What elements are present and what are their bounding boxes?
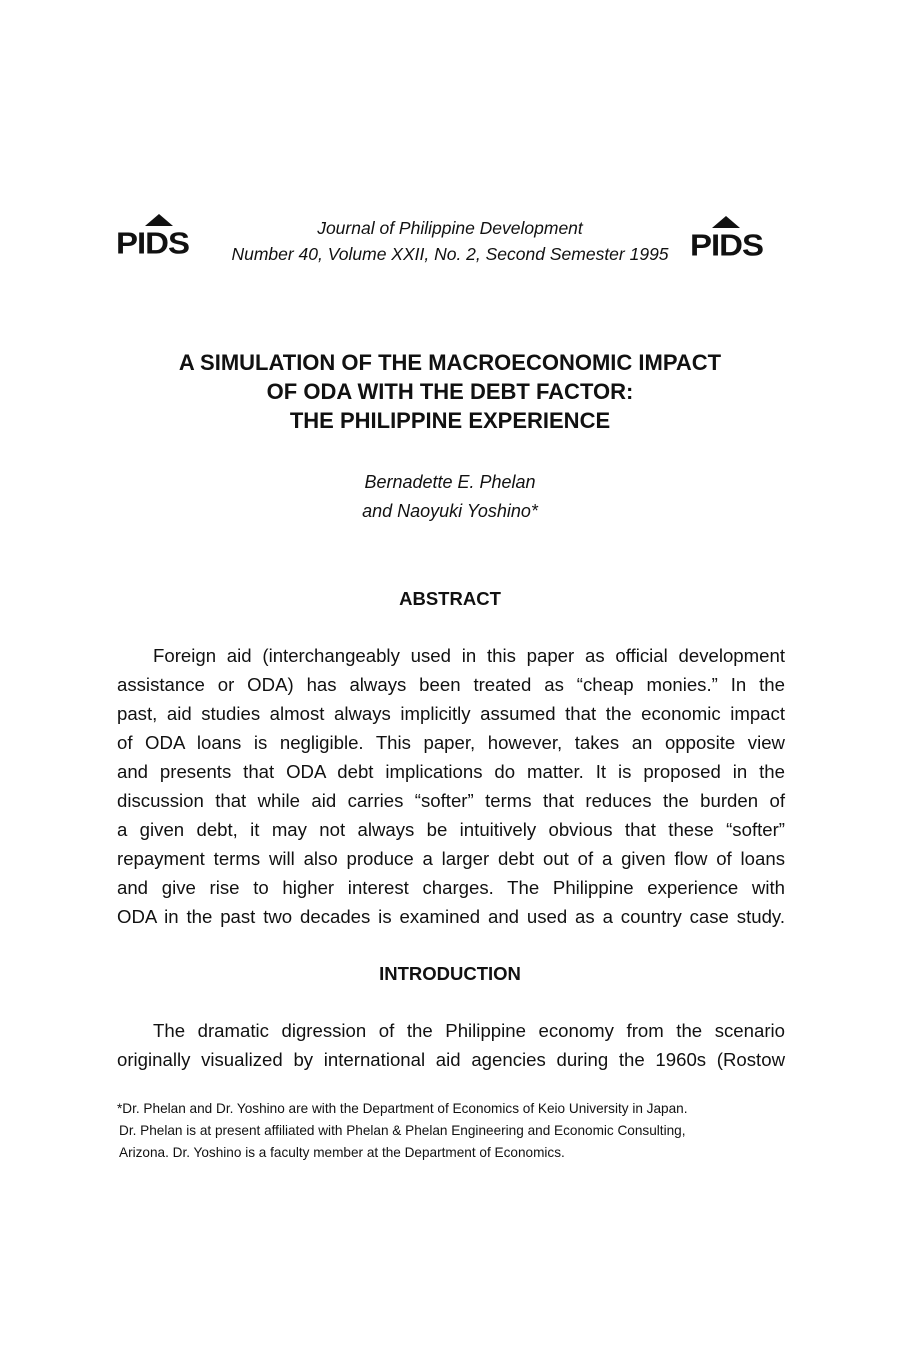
abstract-line: of ODA loans is negligible. This paper, however, takes an opposite view — [117, 732, 785, 753]
title-line: THE PHILIPPINE EXPERIENCE — [289, 408, 611, 433]
journal-name: Journal of Philippine Development — [317, 218, 583, 238]
logo-roof-icon — [145, 214, 173, 226]
logo-text: PIDS — [116, 225, 190, 260]
author-footnote — [117, 1098, 797, 1164]
title-line: OF ODA WITH THE DEBT FACTOR: — [266, 379, 634, 404]
introduction-heading: INTRODUCTION — [379, 963, 521, 984]
footnote-line: Dr. Phelan is at present affiliated with Phelan & Phelan Engineering and Economic Consulting, — [119, 1123, 686, 1138]
footnote-line: Arizona. Dr. Yoshino is a faculty member at the Department of Economics. — [119, 1145, 565, 1160]
paper-title — [100, 348, 800, 435]
introduction-line: originally visualized by international aid agencies during the 1960s (Rostow — [117, 1049, 785, 1070]
introduction-line: The dramatic digression of the Philippine economy from the scenario — [153, 1020, 785, 1041]
abstract-line: a given debt, it may not always be intuitively obvious that these “softer” — [117, 819, 785, 840]
issue-line: Number 40, Volume XXII, No. 2, Second Semester 1995 — [231, 244, 669, 264]
author-line: Bernadette E. Phelan — [364, 472, 536, 492]
abstract-body — [117, 641, 785, 931]
abstract-line: past, aid studies almost always implicitly assumed that the economic impact — [117, 703, 785, 724]
abstract-heading: ABSTRACT — [399, 588, 501, 609]
abstract-line: and give rise to higher interest charges. The Philippine experience with — [117, 877, 785, 898]
abstract-line: assistance or ODA) has always been treated as “cheap monies.” In the — [117, 674, 785, 695]
pids-logo-right — [690, 216, 782, 260]
footnote-line: *Dr. Phelan and Dr. Yoshino are with the Department of Economics of Keio University in Japan. — [117, 1101, 688, 1116]
author-line: and Naoyuki Yoshino* — [362, 501, 538, 521]
title-line: A SIMULATION OF THE MACROECONOMIC IMPACT — [178, 350, 722, 375]
abstract-line: and presents that ODA debt implications do matter. It is proposed in the — [117, 761, 785, 782]
abstract-line: discussion that while aid carries “softer” terms that reduces the burden of — [117, 790, 785, 811]
logo-roof-icon — [712, 216, 740, 228]
abstract-line: ODA in the past two decades is examined and used as a country case study. — [117, 906, 785, 927]
abstract-line: Foreign aid (interchangeably used in this paper as official development — [153, 645, 785, 666]
introduction-body — [117, 1016, 785, 1074]
authors — [300, 468, 600, 526]
logo-text: PIDS — [690, 227, 764, 262]
abstract-line: repayment terms will also produce a larger debt out of a given flow of loans — [117, 848, 785, 869]
pids-logo-left — [116, 214, 208, 258]
